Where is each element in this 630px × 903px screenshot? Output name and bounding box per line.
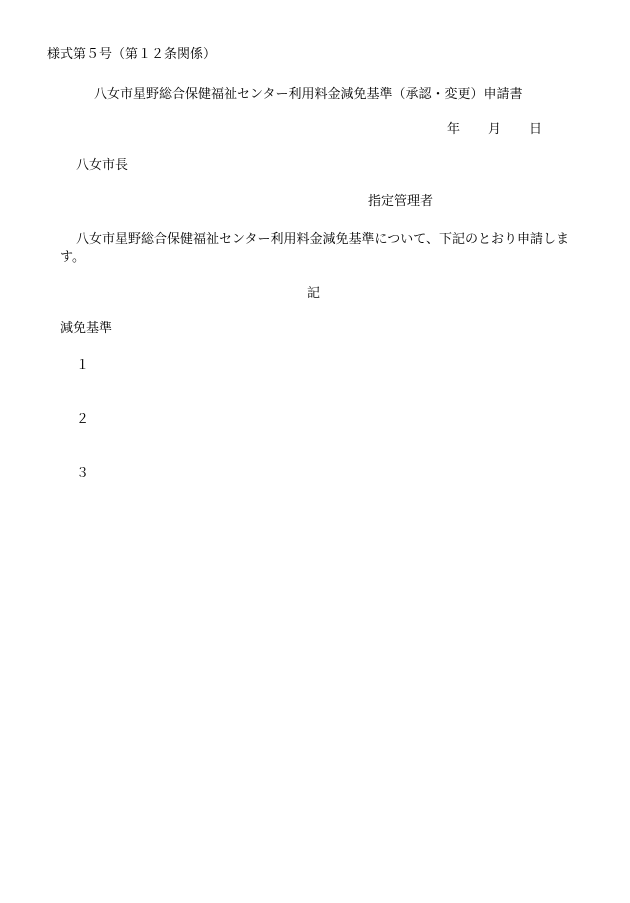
- criteria-item-3: ３: [76, 466, 90, 481]
- criteria-heading: 減免基準: [60, 321, 113, 336]
- body-text-line-2: す。: [60, 250, 85, 265]
- date-month-label: 月: [488, 122, 502, 137]
- body-text-line-1: 八女市星野総合保健福祉センター利用料金減免基準について、下記のとおり申請しま: [76, 232, 569, 247]
- date-day-label: 日: [529, 122, 543, 137]
- document-title: 八女市星野総合保健福祉センター利用料金減免基準（承認・変更）申請書: [94, 87, 523, 102]
- form-number: 様式第５号（第１２条関係）: [47, 47, 217, 62]
- date-year-label: 年: [447, 122, 461, 137]
- date-line: [447, 123, 542, 136]
- applicant-label: 指定管理者: [368, 194, 434, 209]
- criteria-item-1: １: [76, 358, 90, 373]
- ki-label: 記: [307, 286, 321, 301]
- addressee: 八女市長: [76, 158, 129, 173]
- criteria-item-2: ２: [76, 412, 90, 427]
